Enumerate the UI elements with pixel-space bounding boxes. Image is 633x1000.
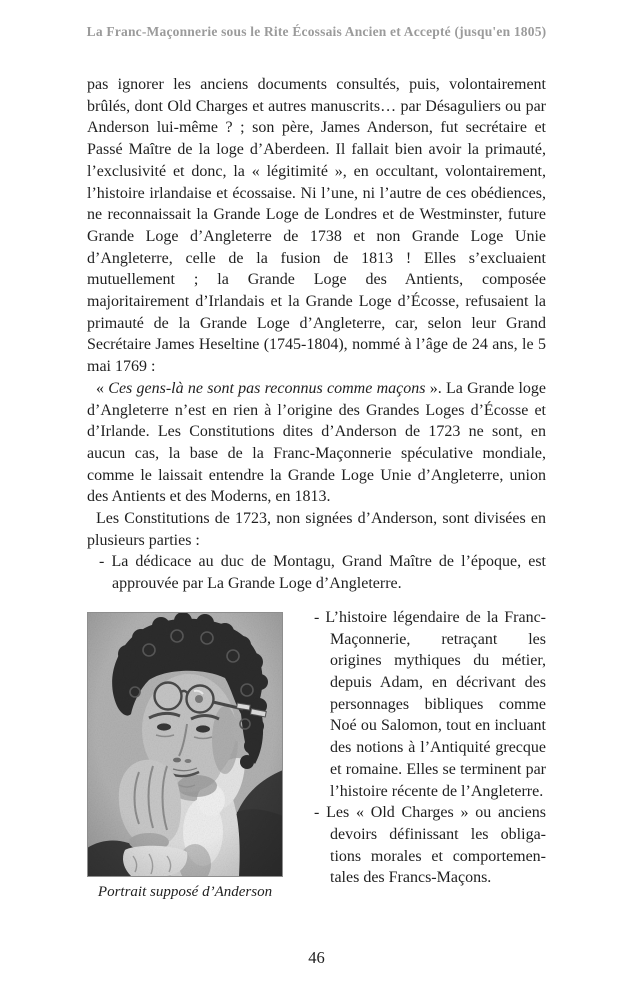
figure-caption: Portrait supposé d’Anderson	[97, 883, 273, 900]
quote-close-guillemet: ».	[425, 379, 446, 397]
paragraph-continuation: pas ignorer les anciens documents consultés, puis, volontairement brûlés, dont Old Charges et autres manuscrits… par Désaguliers ou par Anderson lui-même ? ; son père, James Anderson, fut secrétaire et Passé Maître de la loge d’Aberdeen. Il fallait bien avoir la primauté, l’exclusivité et donc, la « légitimité », en occultant, volontairement, l’histoire irlandaise et écossaise. Ni l’une, ni l’autre de ces obédiences, ne reconnaissait la Grande Loge de Londres et de Westminster, future Grande Loge d’Angleterre de 1738 et non Grande Loge Unie d’Angleterre, celle de la fusion de 1813 ! Elles s’excluaient mutuellement ; la Grande Loge des Antients, composée majoritairement d’Irlandais et la Grande Loge d’Écosse, refusaient la primauté de la Grande Loge d’Angleterre, car, selon leur Grand Secrétaire James Heseltine (1745-1804), nommé à l’âge de 24 ans, le 5 mai 1769 :	[87, 76, 546, 376]
wrap-column	[309, 607, 546, 889]
running-header: La Franc-Maçonnerie sous le Rite Écossais Ancien et Accepté (jusqu'en 1805)	[86, 24, 547, 39]
page-body	[87, 74, 546, 901]
quote-open-guillemet: «	[96, 379, 109, 397]
list-item-dedicace: - La dédicace au duc de Montagu, Grand Maître de l’époque, est approuvée par La Grande Loge d’Angleterre.	[99, 553, 546, 593]
portrait-figure	[87, 612, 283, 901]
page-number: 46	[308, 948, 325, 967]
paragraph-quote-rest: La Grande loge d’Angleterre n’est en rien à l’origine des Grandes Loges d’Écosse et d’Irlande. Les Constitutions dites d’Anderson de 1723 ne sont, en aucun cas, la base de la Franc-Maçonnerie spéculative mondiale, comme le laissait entendre la Grande Loge Unie d’Angleterre, union des Antients et des Moderns, en 1813.	[87, 379, 547, 506]
list-item-old-charges: - Les « Old Charges » ou anciens devoirs définissant les obligations morales et comportementales des Francs-Maçons.	[314, 804, 546, 887]
paragraph-constitutions: Les Constitutions de 1723, non signées d’Anderson, sont divisées en plusieurs parties :	[87, 510, 546, 549]
figure-row	[87, 607, 546, 901]
quote-italic-text: Ces gens-là ne sont pas reconnus comme maçons	[108, 379, 426, 397]
portrait-engraving-image	[87, 612, 283, 877]
list-item-histoire-legendaire: - L’histoire légendaire de la Franc-Maçonnerie, retraçant les origines mythiques du métier, depuis Adam, en décrivant des personnages bibliques comme Noé ou Salomon, tout en incluant des notions à l’Antiquité grecque et romaine. Elles se terminent par l’histoire récente de l’Angleterre.	[314, 608, 546, 800]
paragraph-quote	[87, 378, 546, 508]
